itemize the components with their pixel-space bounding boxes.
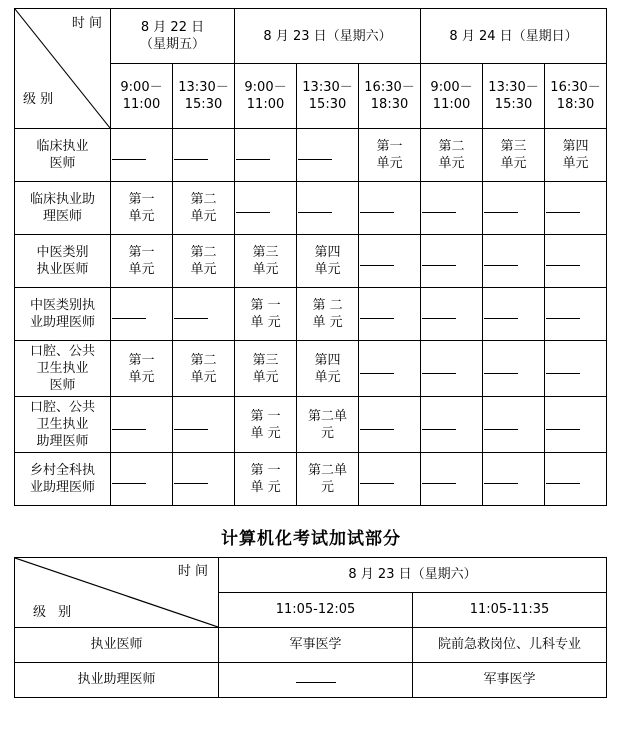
table-row — [15, 341, 607, 397]
slot-start: 16:30－ — [364, 80, 415, 95]
schedule-cell — [421, 235, 483, 288]
empty-dash-icon — [422, 309, 456, 319]
unit-line2: 单元 — [252, 262, 279, 277]
document-page — [0, 8, 622, 742]
unit-line1: 第 二 — [312, 298, 343, 313]
table-row — [15, 288, 607, 341]
schedule-cell — [111, 453, 173, 506]
day-header-line2: （星期五） — [140, 37, 206, 52]
schedule-cell — [483, 453, 545, 506]
extra-row-label-cell: 执业助理医师 — [15, 663, 219, 698]
schedule-cell — [545, 453, 607, 506]
day-header-cell — [235, 9, 421, 64]
extra-cell: 军事医学 — [413, 663, 607, 698]
empty-dash-icon — [484, 309, 518, 319]
slot-start: 16:30－ — [550, 80, 601, 95]
empty-dash-icon — [484, 420, 518, 430]
unit-line2: 单元 — [314, 262, 341, 277]
schedule-cell — [235, 453, 297, 506]
schedule-cell — [545, 129, 607, 182]
unit-line1: 第四 — [562, 139, 589, 154]
row-label-line: 卫生执业 — [36, 361, 89, 376]
empty-dash-icon — [422, 203, 456, 213]
unit-line1: 第一 — [128, 352, 155, 368]
unit-line2: 单元 — [190, 209, 217, 224]
extra-corner-header-cell — [15, 558, 219, 628]
time-slot-cell — [545, 64, 607, 129]
row-label-cell — [15, 129, 111, 182]
schedule-cell — [173, 288, 235, 341]
row-label-line: 中医类别执 — [29, 298, 95, 313]
header-level-label: 级 别 — [23, 92, 54, 107]
schedule-cell — [421, 341, 483, 397]
schedule-cell — [545, 288, 607, 341]
schedule-cell — [235, 341, 297, 397]
unit-line2: 单元 — [190, 262, 217, 277]
empty-dash-icon — [296, 673, 336, 683]
schedule-cell — [235, 182, 297, 235]
unit-line1: 第三 — [500, 139, 527, 154]
unit-line2: 单 元 — [312, 315, 343, 330]
unit-line1: 第二单 — [308, 408, 348, 424]
schedule-cell — [173, 341, 235, 397]
schedule-cell — [297, 453, 359, 506]
row-label-cell — [15, 288, 111, 341]
extra-table-row — [15, 663, 607, 698]
slot-end: 15:30 — [184, 97, 223, 112]
unit-line1: 第二 — [190, 352, 217, 368]
empty-dash-icon — [484, 203, 518, 213]
time-slot-cell — [421, 64, 483, 129]
empty-dash-icon — [360, 309, 394, 319]
unit-line1: 第二 — [190, 245, 217, 260]
slot-start: 9:00－ — [244, 80, 287, 95]
schedule-cell — [545, 341, 607, 397]
schedule-cell — [359, 182, 421, 235]
table-row — [15, 453, 607, 506]
empty-dash-icon — [112, 150, 146, 160]
empty-dash-icon — [298, 203, 332, 213]
schedule-cell — [173, 129, 235, 182]
unit-line1: 第二 — [438, 139, 465, 154]
slot-start: 13:30－ — [178, 80, 229, 95]
schedule-cell — [545, 182, 607, 235]
schedule-cell — [545, 397, 607, 453]
unit-line2: 单元 — [562, 156, 589, 171]
schedule-cell — [297, 288, 359, 341]
empty-dash-icon — [360, 203, 394, 213]
slot-start: 13:30－ — [488, 80, 539, 95]
section-title: 计算机化考试加试部分 — [221, 529, 401, 549]
schedule-cell — [297, 235, 359, 288]
table-row — [15, 235, 607, 288]
row-label-cell — [15, 453, 111, 506]
schedule-cell — [297, 129, 359, 182]
day-header-cell — [421, 9, 607, 64]
empty-dash-icon — [112, 474, 146, 484]
row-label-cell — [15, 235, 111, 288]
row-label-line: 医师 — [49, 378, 76, 393]
row-label-cell — [15, 182, 111, 235]
schedule-cell — [297, 182, 359, 235]
time-slot-cell — [111, 64, 173, 129]
empty-dash-icon — [422, 474, 456, 484]
row-label-line: 医师 — [49, 156, 76, 171]
empty-dash-icon — [546, 256, 580, 266]
unit-line2: 单元 — [438, 156, 465, 171]
unit-line1: 第一 — [128, 192, 155, 207]
schedule-cell — [483, 397, 545, 453]
schedule-cell — [421, 129, 483, 182]
row-label-line: 乡村全科执 — [29, 463, 95, 478]
row-label-line: 执业医师 — [36, 262, 89, 277]
slot-start: 9:00－ — [120, 80, 163, 95]
schedule-cell — [421, 182, 483, 235]
schedule-cell — [359, 453, 421, 506]
empty-dash-icon — [546, 420, 580, 430]
row-label-line: 口腔、公共 — [29, 400, 95, 415]
row-label-line: 卫生执业 — [36, 417, 89, 432]
unit-line1: 第二单 — [308, 463, 348, 478]
table-row — [15, 182, 607, 235]
empty-dash-icon — [360, 256, 394, 266]
schedule-cell — [173, 235, 235, 288]
unit-line1: 第一 — [128, 245, 155, 260]
day-header-line1: 8 月 24 日（星期日） — [449, 28, 578, 44]
empty-dash-icon — [422, 364, 456, 374]
schedule-cell — [173, 182, 235, 235]
unit-line1: 第 一 — [250, 408, 281, 424]
time-slot-cell — [297, 64, 359, 129]
schedule-cell — [235, 397, 297, 453]
schedule-cell — [111, 288, 173, 341]
unit-line2: 单 元 — [250, 315, 281, 330]
unit-line1: 第 一 — [250, 298, 281, 313]
slot-start: 9:00－ — [430, 80, 473, 95]
schedule-cell — [111, 397, 173, 453]
extra-row-label-cell: 执业医师 — [15, 628, 219, 663]
schedule-cell — [235, 288, 297, 341]
empty-dash-icon — [546, 474, 580, 484]
row-label-line: 助理医师 — [36, 434, 89, 449]
empty-dash-icon — [546, 364, 580, 374]
unit-line1: 第 一 — [250, 463, 281, 478]
extra-time-slot-cell: 11:05-11:35 — [413, 593, 607, 628]
empty-dash-icon — [174, 150, 208, 160]
table-row — [15, 129, 607, 182]
unit-line1: 第三 — [252, 245, 279, 260]
unit-line2: 单元 — [314, 369, 341, 385]
unit-line2: 单 元 — [250, 425, 281, 441]
extra-table-row — [15, 628, 607, 663]
schedule-cell — [483, 235, 545, 288]
time-slot-cell — [359, 64, 421, 129]
extra-cell — [219, 663, 413, 698]
slot-end: 11:00 — [122, 97, 161, 112]
empty-dash-icon — [422, 420, 456, 430]
unit-line2: 单元 — [190, 369, 217, 385]
unit-line1: 第四 — [314, 245, 341, 260]
schedule-cell — [111, 341, 173, 397]
row-label-line: 临床执业 — [36, 139, 89, 154]
schedule-cell — [545, 235, 607, 288]
slot-end: 11:00 — [246, 97, 285, 112]
computer-exam-table — [14, 557, 607, 698]
day-header-cell — [111, 9, 235, 64]
empty-dash-icon — [174, 309, 208, 319]
slot-end: 18:30 — [370, 97, 409, 112]
schedule-cell — [235, 129, 297, 182]
empty-dash-icon — [484, 256, 518, 266]
schedule-cell — [483, 182, 545, 235]
row-label-line: 业助理医师 — [29, 315, 95, 330]
schedule-cell — [173, 397, 235, 453]
empty-dash-icon — [484, 364, 518, 374]
unit-line2: 元 — [321, 480, 335, 495]
schedule-cell — [421, 453, 483, 506]
empty-dash-icon — [546, 309, 580, 319]
schedule-cell — [359, 288, 421, 341]
extra-header-row-day — [15, 558, 607, 593]
schedule-cell — [421, 397, 483, 453]
slot-end: 15:30 — [494, 97, 533, 112]
empty-dash-icon — [360, 364, 394, 374]
time-slot-cell — [173, 64, 235, 129]
empty-dash-icon — [298, 150, 332, 160]
row-label-cell — [15, 397, 111, 453]
header-time-label: 时 间 — [71, 16, 102, 31]
schedule-cell — [297, 397, 359, 453]
unit-line2: 单元 — [128, 262, 155, 277]
extra-day-header-cell: 8 月 23 日（星期六） — [219, 558, 607, 593]
slot-end: 18:30 — [556, 97, 595, 112]
row-label-line: 临床执业助 — [29, 192, 95, 207]
slot-start: 13:30－ — [302, 80, 353, 95]
empty-dash-icon — [546, 203, 580, 213]
schedule-cell — [421, 288, 483, 341]
schedule-cell — [297, 341, 359, 397]
empty-dash-icon — [174, 474, 208, 484]
row-label-line: 口腔、公共 — [29, 344, 95, 359]
schedule-cell — [111, 182, 173, 235]
row-label-cell — [15, 341, 111, 397]
schedule-cell — [483, 129, 545, 182]
unit-line2: 单元 — [500, 156, 527, 171]
schedule-cell — [483, 341, 545, 397]
unit-line1: 第四 — [314, 352, 341, 368]
time-slot-cell — [235, 64, 297, 129]
unit-line1: 第三 — [252, 352, 279, 368]
exam-schedule-table — [14, 8, 607, 506]
row-label-line: 理医师 — [42, 209, 82, 224]
unit-line2: 单元 — [252, 369, 279, 385]
empty-dash-icon — [360, 420, 394, 430]
empty-dash-icon — [484, 474, 518, 484]
extra-header-time-label: 时 间 — [177, 564, 208, 579]
unit-line2: 单元 — [128, 369, 155, 385]
slot-end: 11:00 — [432, 97, 471, 112]
unit-line1: 第二 — [190, 192, 217, 207]
extra-time-slot-cell: 11:05-12:05 — [219, 593, 413, 628]
empty-dash-icon — [236, 150, 270, 160]
schedule-cell — [359, 341, 421, 397]
empty-dash-icon — [422, 256, 456, 266]
empty-dash-icon — [236, 203, 270, 213]
schedule-cell — [111, 129, 173, 182]
schedule-cell — [359, 235, 421, 288]
empty-dash-icon — [112, 309, 146, 319]
unit-line2: 单元 — [376, 156, 403, 171]
corner-header-cell — [15, 9, 111, 129]
empty-dash-icon — [174, 420, 208, 430]
time-slot-cell — [483, 64, 545, 129]
day-header-line1: 8 月 23 日（星期六） — [263, 28, 392, 44]
schedule-cell — [173, 453, 235, 506]
unit-line2: 单元 — [128, 209, 155, 224]
row-label-line: 业助理医师 — [29, 480, 95, 495]
day-header-line1: 8 月 22 日 — [140, 20, 205, 35]
unit-line1: 第一 — [376, 139, 403, 154]
table-header-row-days — [15, 9, 607, 64]
schedule-cell — [235, 235, 297, 288]
extra-header-level-label: 级 别 — [33, 605, 76, 620]
unit-line2: 元 — [321, 425, 335, 441]
extra-cell: 院前急救岗位、儿科专业 — [413, 628, 607, 663]
empty-dash-icon — [360, 474, 394, 484]
schedule-cell — [359, 129, 421, 182]
table-row — [15, 397, 607, 453]
empty-dash-icon — [112, 420, 146, 430]
schedule-cell — [483, 288, 545, 341]
slot-end: 15:30 — [308, 97, 347, 112]
schedule-cell — [111, 235, 173, 288]
row-label-line: 中医类别 — [36, 245, 89, 260]
unit-line2: 单 元 — [250, 480, 281, 495]
schedule-cell — [359, 397, 421, 453]
extra-cell: 军事医学 — [219, 628, 413, 663]
